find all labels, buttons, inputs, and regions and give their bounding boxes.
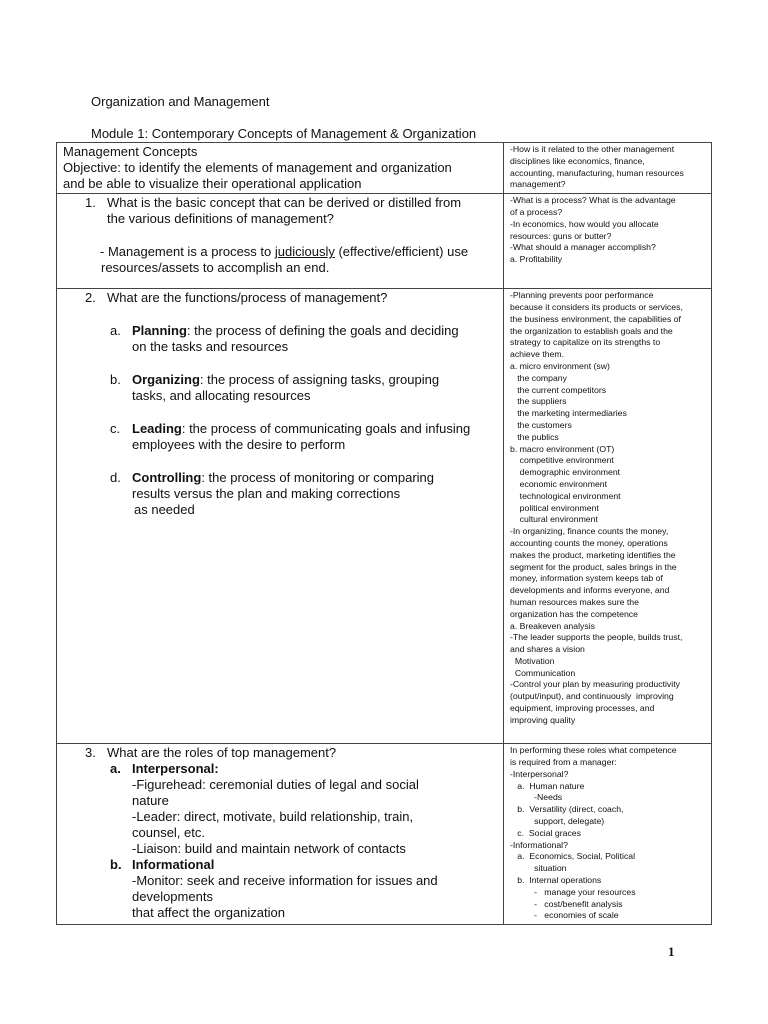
note-line: demographic environment	[510, 467, 621, 478]
note-line: the marketing intermediaries	[510, 408, 627, 419]
question-text: the various definitions of management?	[107, 211, 334, 227]
note-line: Communication	[510, 667, 576, 678]
list-number: 1.	[85, 195, 96, 211]
document-title: Organization and Management	[91, 94, 270, 109]
note-line: - manage your resources	[510, 886, 636, 897]
side-note-cell	[504, 143, 712, 194]
table-row	[57, 143, 712, 194]
role-line: counsel, etc.	[132, 825, 205, 841]
note-line: (output/input), and continuously improving	[510, 691, 674, 702]
role-line: nature	[132, 793, 169, 809]
note-line: -Needs	[510, 792, 563, 803]
underlined-word: judiciously	[274, 244, 335, 260]
function-desc: as needed	[134, 502, 195, 518]
list-marker: b.	[110, 372, 121, 388]
list-marker: d.	[110, 470, 121, 486]
side-note	[504, 744, 711, 924]
objective-line: and be able to visualize their operational application	[63, 176, 362, 191]
role-line: developments	[132, 889, 213, 905]
role-line: -Liaison: build and maintain network of contacts	[132, 841, 406, 857]
list-marker: b.	[110, 857, 122, 873]
concepts-cell	[57, 143, 504, 194]
note-line: the suppliers	[510, 396, 567, 407]
note-line: Motivation	[510, 655, 555, 666]
role-line: -Leader: direct, motivate, build relationship, train,	[132, 809, 414, 825]
list-item	[85, 857, 503, 873]
list-marker: a.	[110, 761, 121, 777]
note-line: technological environment	[510, 490, 621, 501]
section-heading: Management Concepts	[63, 144, 198, 159]
side-note-cell	[504, 744, 712, 925]
role-heading: Informational	[132, 857, 215, 873]
note-line: -Control your plan by measuring productivity	[510, 679, 680, 690]
note-line: -The leader supports the people, builds trust,	[510, 632, 683, 643]
note-line: and shares a vision	[510, 644, 585, 655]
note-line: resources: guns or butter?	[510, 230, 612, 241]
note-line: of a process?	[510, 206, 563, 217]
note-line: In performing these roles what competence	[510, 745, 677, 756]
note-line: b. Versatility (direct, coach,	[510, 804, 624, 815]
note-line: b. Internal operations	[510, 874, 602, 885]
note-line: disciplines like economics, finance,	[510, 155, 645, 166]
function-desc: on the tasks and resources	[132, 339, 289, 355]
note-line: political environment	[510, 502, 599, 513]
note-line: management?	[510, 179, 566, 190]
note-line: segment for the product, sales brings in the	[510, 561, 677, 572]
function-desc: : the process of assigning tasks, grouping	[199, 372, 440, 388]
note-line: is required from a manager:	[510, 756, 617, 767]
note-line: organization has the competence	[510, 608, 638, 619]
note-line: accounting, manufacturing, human resources	[510, 167, 684, 178]
list-marker: c.	[110, 421, 121, 437]
list-item	[85, 470, 503, 518]
note-line: the customers	[510, 419, 572, 430]
note-line: makes the product, marketing identifies the	[510, 549, 676, 560]
function-term: Organizing	[132, 372, 200, 388]
list-item	[85, 421, 503, 453]
side-note-cell	[504, 194, 712, 289]
answer-text	[85, 244, 503, 260]
note-line: developments and informs everyone, and	[510, 585, 670, 596]
note-line: -In economics, how would you allocate	[510, 218, 659, 229]
list-number: 3.	[85, 745, 96, 761]
note-line: a. Breakeven analysis	[510, 620, 595, 631]
list-item	[85, 761, 503, 777]
role-line: -Figurehead: ceremonial duties of legal and social	[132, 777, 419, 793]
note-line: b. macro environment (OT)	[510, 443, 615, 454]
note-line: -What should a manager accomplish?	[510, 242, 656, 253]
note-line: -Informational?	[510, 839, 568, 850]
note-line: support, delegate)	[510, 815, 605, 826]
role-line: -Monitor: seek and receive information for issues and	[132, 873, 438, 889]
note-line: economic environment	[510, 478, 608, 489]
note-line: the current competitors	[510, 384, 607, 395]
side-note-cell	[504, 289, 712, 744]
note-line: the publics	[510, 431, 559, 442]
question-item	[85, 745, 503, 761]
note-line: equipment, improving processes, and	[510, 703, 655, 714]
table-row	[57, 289, 712, 744]
function-term: Controlling	[132, 470, 202, 486]
answer-fragment: - Management is a process to	[100, 244, 275, 260]
note-line: -What is a process? What is the advantage	[510, 195, 676, 206]
note-line: the business environment, the capabilities of	[510, 313, 681, 324]
note-line: competitive environment	[510, 455, 614, 466]
role-list	[85, 777, 503, 857]
list-item	[85, 323, 503, 355]
note-line: c. Social graces	[510, 827, 581, 838]
question-cell	[57, 744, 504, 925]
list-item	[85, 372, 503, 404]
question-item	[85, 290, 503, 306]
answer-text: resources/assets to accomplish an end.	[101, 260, 330, 276]
table-row	[57, 194, 712, 289]
notes-table	[56, 142, 712, 925]
question-text: What is the basic concept that can be derived or distilled from	[107, 195, 462, 211]
list-marker: a.	[110, 323, 121, 339]
answer-fragment: (effective/efficient) use	[334, 244, 469, 260]
note-line: the company	[510, 372, 567, 383]
note-line: - economies of scale	[510, 910, 619, 921]
note-line: because it considers its products or services,	[510, 301, 683, 312]
objective-line: Objective: to identify the elements of management and organization	[63, 160, 452, 175]
note-line: -Planning prevents poor performance	[510, 290, 654, 301]
function-desc: : the process of defining the goals and deciding	[186, 323, 459, 339]
function-term: Leading	[132, 421, 182, 437]
function-desc: : the process of monitoring or comparing	[201, 470, 434, 486]
note-line: achieve them.	[510, 349, 565, 360]
note-line: improving quality	[510, 714, 576, 725]
note-line: - cost/benefit analysis	[510, 898, 623, 909]
function-desc: : the process of communicating goals and infusing	[181, 421, 471, 437]
function-desc: results versus the plan and making corrections	[132, 486, 401, 502]
question-cell	[57, 194, 504, 289]
note-line: -How is it related to the other management	[510, 144, 675, 154]
role-list	[85, 873, 503, 921]
note-line: accounting counts the money, operations	[510, 537, 668, 548]
function-desc: tasks, and allocating resources	[132, 388, 311, 404]
function-term: Planning	[132, 323, 187, 339]
note-line: money, information system keeps tab of	[510, 573, 663, 584]
note-line: a. Profitability	[510, 254, 563, 265]
note-line: cultural environment	[510, 514, 598, 525]
side-note	[504, 194, 711, 268]
question-item	[85, 195, 503, 227]
side-note	[504, 289, 711, 728]
note-line: -In organizing, finance counts the money,	[510, 526, 669, 537]
question-text: What are the roles of top management?	[107, 745, 337, 761]
question-cell	[57, 289, 504, 744]
function-desc: employees with the desire to perform	[132, 437, 346, 453]
role-heading: Interpersonal:	[132, 761, 219, 777]
page-number: 1	[668, 944, 675, 959]
question-text: What are the functions/process of management?	[107, 290, 388, 306]
note-line: situation	[510, 863, 567, 874]
side-note	[504, 143, 711, 193]
note-line: a. Human nature	[510, 780, 585, 791]
table-row	[57, 744, 712, 925]
module-title: Module 1: Contemporary Concepts of Management & Organization	[91, 126, 477, 141]
note-line: a. micro environment (sw)	[510, 360, 610, 371]
note-line: -Interpersonal?	[510, 768, 569, 779]
note-line: a. Economics, Social, Political	[510, 851, 636, 862]
role-line: that affect the organization	[132, 905, 285, 921]
note-line: human resources makes sure the	[510, 596, 639, 607]
list-number: 2.	[85, 290, 96, 306]
note-line: the organization to establish goals and the	[510, 325, 673, 336]
note-line: strategy to capitalize on its strengths to	[510, 337, 661, 348]
